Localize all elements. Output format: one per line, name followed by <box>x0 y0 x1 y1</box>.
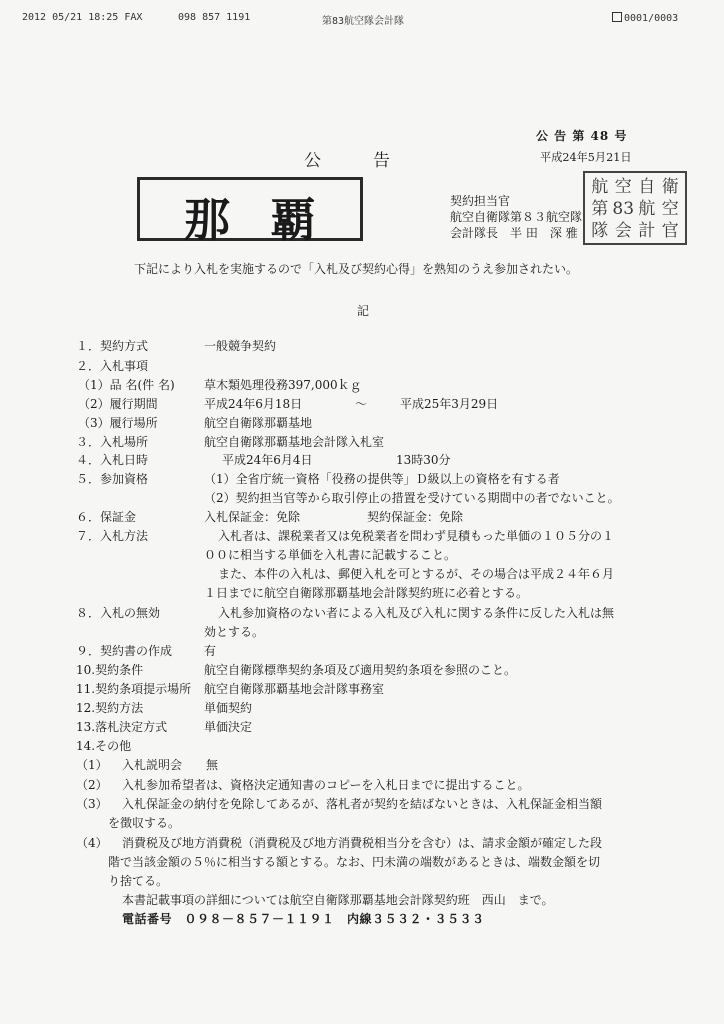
item-2-2-from: 平成24年6月18日 <box>204 397 303 411</box>
fax-datetime: 2012 05/21 18:25 FAX <box>22 12 143 23</box>
other-3-num: （3） <box>76 797 108 811</box>
item-2-label: ２．入札事項 <box>76 359 149 373</box>
other-4-num: （4） <box>76 836 108 850</box>
item-2-2-tilde: ～ <box>355 397 368 411</box>
item-3-value: 航空自衛隊那覇基地会計隊入札室 <box>204 435 385 449</box>
item-2-1-value: 草木類処理役務397,000ｋｇ <box>204 378 362 392</box>
other-1-num: （1） <box>76 758 108 772</box>
seal-char: 空 <box>661 199 679 219</box>
notice-number: 公 告 第 48 号 <box>536 129 628 143</box>
fax-sender: 第83航空隊会計隊 <box>322 16 405 27</box>
item-4-label: ４．入札日時 <box>76 453 149 467</box>
item-2-2-label: （2）履行期間 <box>78 397 158 411</box>
other-2-text: 入札参加希望者は、資格決定通知書のコピーを入札日までに提出すること。 <box>122 778 530 792</box>
other-3-line1: 入札保証金の納付を免除してあるが、落札者が契約を結ばないときは、入札保証金相当額 <box>122 797 603 811</box>
item-5-line2: （2）契約担当官等から取引停止の措置を受けている期間中の者でないこと。 <box>204 491 620 505</box>
other-1-text: 入札説明会 無 <box>122 758 219 772</box>
official-seal <box>583 171 687 245</box>
intro-text: 下記により入札を実施するので「入札及び契約心得」を熟知のうえ参加されたい。 <box>134 262 579 276</box>
item-6-value1: 入札保証金：免除 <box>204 510 301 524</box>
seal-char: 空 <box>614 177 632 197</box>
item-1-label: １．契約方式 <box>76 339 149 353</box>
ki-heading: 記 <box>357 304 370 318</box>
item-3-label: ３．入札場所 <box>76 435 149 449</box>
item-8-line2: 効とする。 <box>204 625 265 639</box>
item-7-line2: ００に相当する単価を入札書に記載すること。 <box>204 548 457 562</box>
seal-char: 航 <box>591 177 609 197</box>
item-5-label: ５．参加資格 <box>76 472 149 486</box>
item-13-label: 13.落札決定方式 <box>76 720 168 734</box>
other-2-num: （2） <box>76 778 108 792</box>
other-3-line2: を徴収する。 <box>108 816 181 830</box>
fax-page-icon <box>612 12 622 22</box>
fax-page-indicator <box>612 12 678 24</box>
item-11-label: 11.契約条項提示場所 <box>76 682 192 696</box>
item-8-line1: 入札参加資格のない者による入札及び入札に関する条件に反した入札は無 <box>218 606 615 620</box>
item-11-value: 航空自衛隊那覇基地会計隊事務室 <box>204 682 385 696</box>
other-4-line2: 階で当該金額の５％に相当する額とする。なお、円未満の端数があるときは、端数金額を切 <box>108 855 601 869</box>
item-4-time: 13時30分 <box>396 453 451 467</box>
seal-char: 隊 <box>591 221 609 241</box>
item-7-line1: 入札者は、課税業者又は免税業者を問わず見積もった単価の１０５分の１ <box>218 529 615 543</box>
notice-date: 平成24年5月21日 <box>540 151 632 164</box>
fax-number: 098 857 1191 <box>178 12 251 23</box>
item-12-value: 単価契約 <box>204 701 253 715</box>
item-14-label: 14.その他 <box>76 739 132 753</box>
item-8-label: ８．入札の無効 <box>76 606 161 620</box>
item-5-line1: （1）全省庁統一資格「役務の提供等」Ｄ級以上の資格を有する者 <box>204 472 560 486</box>
seal-char: 自 <box>638 177 656 197</box>
item-10-label: 10.契約条件 <box>76 663 144 677</box>
item-9-label: ９．契約書の作成 <box>76 644 173 658</box>
official-seal-glyphs <box>588 176 682 240</box>
item-6-label: ６．保証金 <box>76 510 137 524</box>
other-4-line1: 消費税及び地方消費税（消費税及び地方消費税相当分を含む）は、請求金額が確定した段 <box>122 836 603 850</box>
item-2-3-label: （3）履行場所 <box>78 416 158 430</box>
location-stamp-text: 那覇 <box>184 193 356 247</box>
contact-text: 本書記載事項の詳細については航空自衛隊那覇基地会計隊契約班 西山 まで。 <box>122 893 554 907</box>
seal-char: 計 <box>638 221 656 241</box>
item-7-label: ７．入札方法 <box>76 529 149 543</box>
item-2-1-label: （1）品 名(件 名) <box>78 378 175 392</box>
item-2-3-value: 航空自衛隊那覇基地 <box>204 416 313 430</box>
seal-char: 会 <box>614 221 632 241</box>
official-unit: 航空自衛隊第８３航空隊 <box>450 210 583 224</box>
seal-char: 第 <box>591 199 609 219</box>
page-title: 公告 <box>304 151 442 171</box>
item-1-value: 一般競争契約 <box>204 339 277 353</box>
item-13-value: 単価決定 <box>204 720 253 734</box>
official-role: 契約担当官 <box>450 194 511 208</box>
item-4-date: 平成24年6月4日 <box>222 453 313 467</box>
seal-char: 航 <box>638 199 656 219</box>
item-7-line3: また、本件の入札は、郵便入札を可とするが、その場合は平成２４年６月 <box>218 567 615 581</box>
seal-char: 官 <box>661 221 679 241</box>
official-name: 会計隊長 半 田 深 雅 <box>450 226 578 240</box>
item-7-line4: １日までに航空自衛隊那覇基地会計隊契約班に必着とする。 <box>204 586 529 600</box>
item-9-value: 有 <box>204 644 217 658</box>
item-10-value: 航空自衛隊標準契約条項及び適用契約条項を参照のこと。 <box>204 663 517 677</box>
contact-phone: 電話番号 ０９８－８５７－１１９１ 内線３５３２・３５３３ <box>122 912 485 926</box>
other-4-line3: り捨てる。 <box>108 874 169 888</box>
item-2-2-to: 平成25年3月29日 <box>400 397 499 411</box>
location-stamp <box>137 177 363 247</box>
seal-char: 83 <box>612 199 635 219</box>
fax-page: 0001/0003 <box>624 13 679 24</box>
seal-char: 衛 <box>661 177 679 197</box>
item-6-value2: 契約保証金：免除 <box>367 510 464 524</box>
item-12-label: 12.契約方法 <box>76 701 144 715</box>
